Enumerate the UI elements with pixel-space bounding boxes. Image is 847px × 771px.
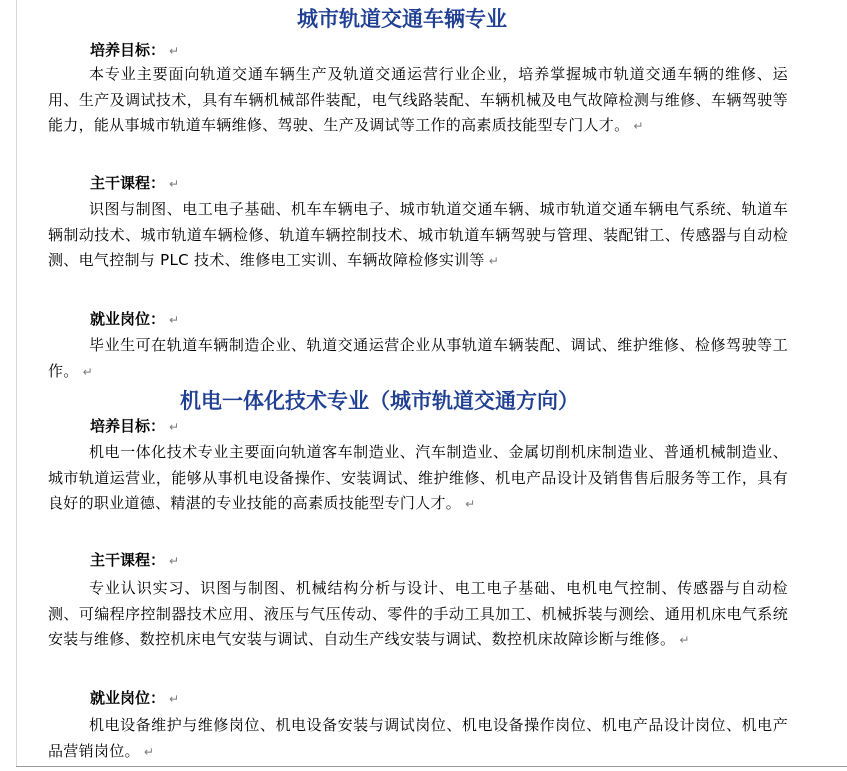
section2-job-heading: [90, 688, 179, 709]
section2-title: [180, 388, 579, 414]
paragraph-mark: ↵: [169, 554, 180, 568]
page-bottom-edge: [16, 766, 847, 767]
section1-job-paragraph: [48, 333, 788, 385]
section2-goal-text: 机电一体化技术专业主要面向轨道客车制造业、汽车制造业、金属切削机床制造业、普通机械制造业、城市轨道运营业，能够从事机电设备操作、安装调试、维护维修、机电产品设计及销售售后服务等工作，具有良好的职业道德、精湛的专业技能的高素质技能型专门人才。: [48, 443, 788, 512]
section1-goal-text: 本专业主要面向轨道交通车辆生产及轨道交通运营行业企业，培养掌握城市轨道交通车辆的维修、运用、生产及调试技术，具有车辆机械部件装配，电气线路装配、车辆机械及电气故障检测与维修、车辆驾驶等能力，能从事城市轨道车辆维修、驾驶、生产及调试等工作的高素质技能型专门人才。: [48, 65, 788, 134]
section1-job-heading-text: 就业岗位：: [90, 310, 166, 328]
section1-title: [297, 6, 507, 32]
section1-job-text: 毕业生可在轨道车辆制造企业、轨道交通运营企业从事轨道车辆装配、调试、维护维修、检修驾驶等工作。: [48, 336, 788, 380]
section2-job-heading-text: 就业岗位：: [90, 689, 166, 707]
section1-course-text: 识图与制图、电工电子基础、机车车辆电子、城市轨道交通车辆、城市轨道交通车辆电气系统、轨道车辆制动技术、城市轨道车辆检修、轨道车辆控制技术、城市轨道车辆驾驶与管理、装配钳工、传感器与自动检测、电气控制与 PLC 技术、维修电工实训、车辆故障检修实训等: [48, 200, 788, 269]
section1-title-text: 城市轨道交通车辆专业: [297, 6, 507, 31]
section1-course-heading-text: 主干课程：: [90, 174, 166, 192]
section1-job-heading: [90, 309, 179, 330]
section2-course-paragraph: [48, 576, 788, 654]
section2-course-heading: [90, 550, 179, 571]
paragraph-mark: ↵: [169, 692, 180, 706]
section2-course-text: 专业认识实习、识图与制图、机械结构分析与设计、电工电子基础、电机电气控制、传感器与自动检测、可编程序控制器技术应用、液压与气压传动、零件的手动工具加工、机械拆装与测绘、通用机床电气系统安装与维修、数控机床电气安装与调试、自动生产线安装与调试、数控机床故障诊断与维修。: [48, 579, 788, 648]
section2-goal-heading-text: 培养目标：: [90, 417, 166, 435]
paragraph-mark: ↵: [169, 44, 180, 58]
paragraph-mark: ↵: [465, 497, 476, 511]
section1-course-paragraph: [48, 197, 788, 275]
section2-title-text: 机电一体化技术专业（城市轨道交通方向）: [180, 388, 579, 413]
paragraph-mark: ↵: [143, 744, 155, 759]
page-left-edge: [16, 0, 17, 767]
section1-goal-heading: [90, 40, 179, 61]
paragraph-mark: ↵: [679, 633, 690, 647]
section2-goal-paragraph: [48, 440, 788, 518]
paragraph-mark: ↵: [169, 177, 180, 191]
section2-job-paragraph: [48, 713, 788, 765]
paragraph-mark: ↵: [488, 254, 500, 268]
paragraph-mark: ↵: [82, 364, 93, 379]
paragraph-mark: ↵: [169, 313, 180, 327]
section2-course-heading-text: 主干课程：: [90, 551, 166, 569]
paragraph-mark: ↵: [633, 119, 644, 133]
paragraph-mark: ↵: [169, 420, 180, 434]
section2-job-text: 机电设备维护与维修岗位、机电设备安装与调试岗位、机电设备操作岗位、机电产品设计岗位、机电产品营销岗位。: [48, 716, 788, 760]
section1-goal-paragraph: [48, 62, 788, 140]
section2-goal-heading: [90, 416, 179, 437]
section1-goal-heading-text: 培养目标：: [90, 41, 166, 59]
section1-course-heading: [90, 173, 179, 194]
